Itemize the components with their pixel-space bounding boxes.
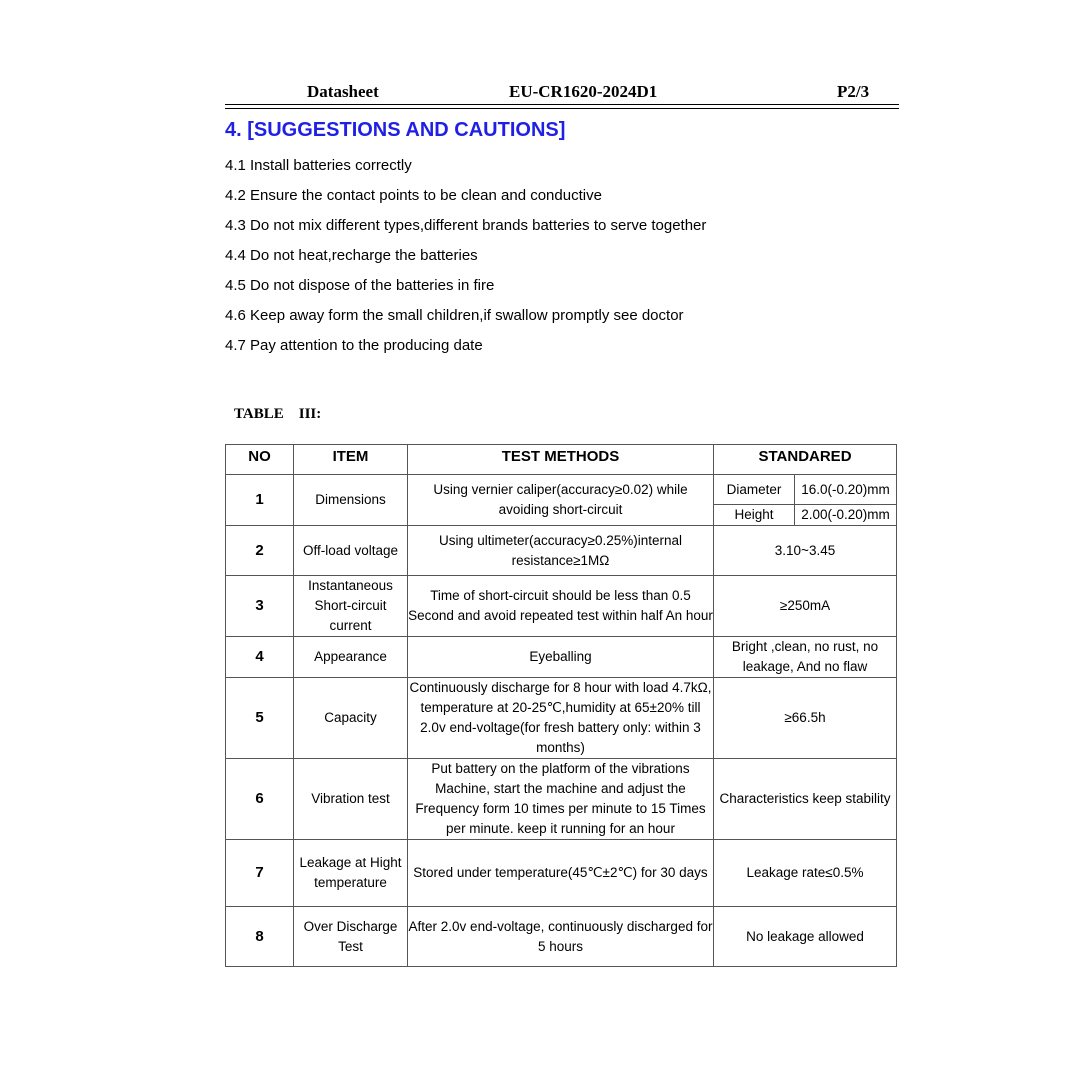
column-header-test-methods: TEST METHODS <box>408 445 714 475</box>
row-item: Leakage at Hight temperature <box>294 840 408 907</box>
header-divider-bottom <box>225 108 899 109</box>
cautions-list <box>225 156 706 366</box>
row-number: 4 <box>226 637 294 678</box>
table-header-row <box>226 445 897 475</box>
row-number: 8 <box>226 907 294 967</box>
row-test-method: Continuously discharge for 8 hour with load 4.7kΩ, temperature at 20-25℃,humidity at 65±20% till 2.0v end-voltage(for fresh battery only: within 3 months) <box>408 678 714 759</box>
row-item: Appearance <box>294 637 408 678</box>
row-standard: ≥250mA <box>714 576 897 637</box>
row-item: Dimensions <box>294 475 408 526</box>
row-number: 3 <box>226 576 294 637</box>
header-page-number: P2/3 <box>837 82 870 101</box>
standard-sub-value: 2.00(-0.20)mm <box>795 505 897 526</box>
row-number: 5 <box>226 678 294 759</box>
header-doc-type: Datasheet <box>307 82 379 101</box>
row-test-method: Time of short-circuit should be less than 0.5 Second and avoid repeated test within half An hour <box>408 576 714 637</box>
caution-item: 4.2 Ensure the contact points to be clean and conductive <box>225 187 602 204</box>
row-item: Instantaneous Short-circuit current <box>294 576 408 637</box>
row-item: Capacity <box>294 678 408 759</box>
page-header <box>225 80 899 104</box>
table-row <box>226 576 897 637</box>
caution-item: 4.4 Do not heat,recharge the batteries <box>225 247 478 264</box>
header-doc-number: EU-CR1620-2024D1 <box>509 82 658 101</box>
row-test-method: Using vernier caliper(accuracy≥0.02) while avoiding short-circuit <box>408 475 714 526</box>
row-test-method: Put battery on the platform of the vibrations Machine, start the machine and adjust the Frequency form 10 times per minute to 15 Times per minute. keep it running for an hour <box>408 759 714 840</box>
caution-item: 4.1 Install batteries correctly <box>225 157 412 174</box>
table-row <box>226 840 897 907</box>
table-row <box>226 526 897 576</box>
test-spec-table <box>225 444 897 967</box>
caution-item: 4.7 Pay attention to the producing date <box>225 337 483 354</box>
section-title: 4. [SUGGESTIONS AND CAUTIONS] <box>225 119 566 141</box>
row-standard: ≥66.5h <box>714 678 897 759</box>
row-test-method: Stored under temperature(45℃±2℃) for 30 days <box>408 840 714 907</box>
row-standard: Characteristics keep stability <box>714 759 897 840</box>
column-header-no: NO <box>226 445 294 475</box>
column-header-standard: STANDARED <box>714 445 897 475</box>
caution-item: 4.5 Do not dispose of the batteries in fire <box>225 277 495 294</box>
row-item: Off-load voltage <box>294 526 408 576</box>
table-row <box>226 907 897 967</box>
standard-sub-label: Height <box>714 505 795 526</box>
table-caption: TABLE III: <box>234 406 322 422</box>
row-number: 1 <box>226 475 294 526</box>
standard-sub-label: Diameter <box>714 475 795 505</box>
row-standard: Leakage rate≤0.5% <box>714 840 897 907</box>
table-row <box>226 678 897 759</box>
row-standard: 3.10~3.45 <box>714 526 897 576</box>
row-test-method: Using ultimeter(accuracy≥0.25%)internal resistance≥1MΩ <box>408 526 714 576</box>
row-standard: No leakage allowed <box>714 907 897 967</box>
table-row <box>226 637 897 678</box>
row-number: 7 <box>226 840 294 907</box>
row-test-method: Eyeballing <box>408 637 714 678</box>
row-test-method: After 2.0v end-voltage, continuously discharged for 5 hours <box>408 907 714 967</box>
standard-sub-value: 16.0(-0.20)mm <box>795 475 897 505</box>
caution-item: 4.6 Keep away form the small children,if swallow promptly see doctor <box>225 307 684 324</box>
row-item: Over Discharge Test <box>294 907 408 967</box>
column-header-item: ITEM <box>294 445 408 475</box>
row-number: 2 <box>226 526 294 576</box>
caution-item: 4.3 Do not mix different types,different brands batteries to serve together <box>225 217 707 234</box>
row-number: 6 <box>226 759 294 840</box>
header-divider-top <box>225 104 899 105</box>
table-row <box>226 759 897 840</box>
row-item: Vibration test <box>294 759 408 840</box>
row-standard: Bright ,clean, no rust, no leakage, And no flaw <box>714 637 897 678</box>
table-row <box>226 475 897 505</box>
